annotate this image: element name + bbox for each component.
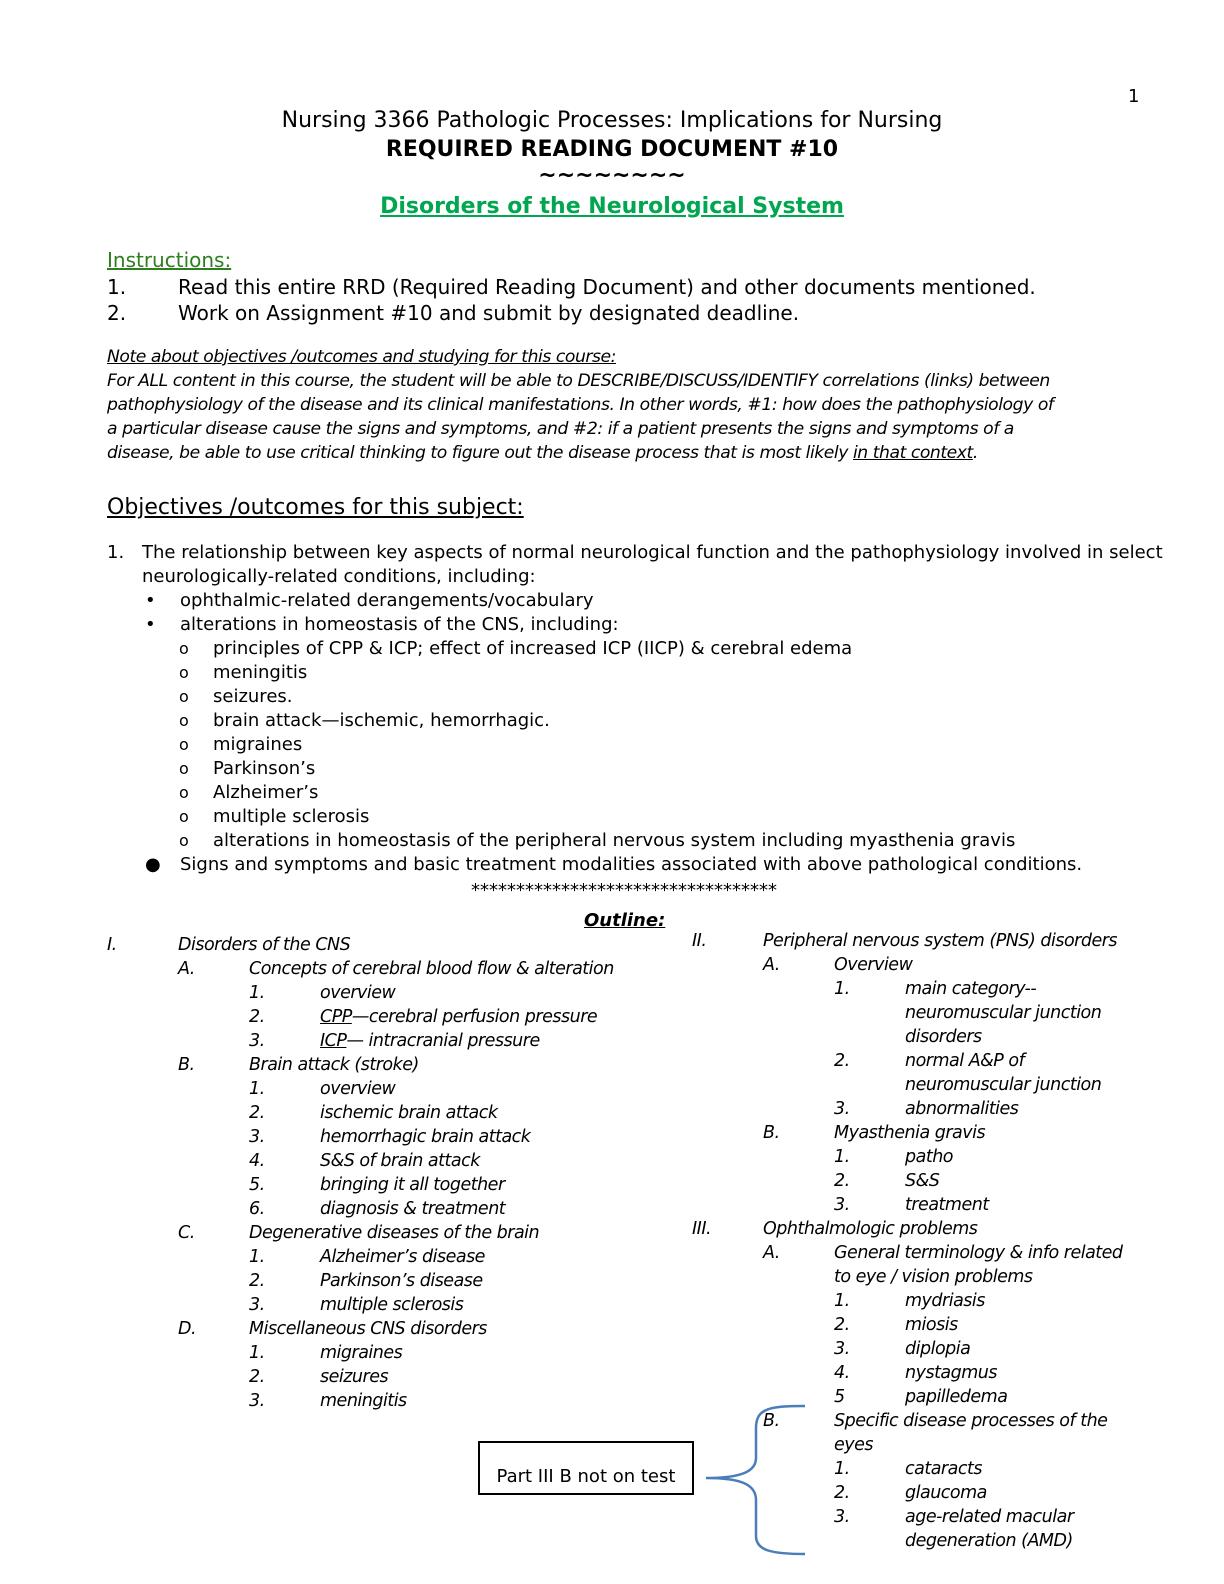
outline-label: neuromuscular junction (905, 1075, 1102, 1095)
curly-bracket-icon (700, 1400, 810, 1560)
outline-marker: C. (178, 1223, 195, 1243)
outline-label: diagnosis & treatment (320, 1199, 506, 1219)
outline-label: seizures (320, 1367, 389, 1387)
outline-label: migraines (320, 1343, 403, 1363)
outline-text (320, 1029, 540, 1053)
objective-text: Parkinson’s (213, 758, 316, 779)
tilde-divider: ~~~~~~~~ (538, 163, 686, 188)
list-marker: o (179, 783, 189, 802)
outline-item (107, 1053, 667, 1077)
objective-text: brain attack—ischemic, hemorrhagic. (213, 710, 550, 731)
outline-marker: 6. (249, 1199, 265, 1219)
outline-marker: 1. (834, 1291, 850, 1311)
outline-text (320, 1005, 597, 1029)
list-marker: o (179, 687, 189, 706)
objective-text: multiple sclerosis (213, 806, 370, 827)
list-marker: o (179, 735, 189, 754)
objective-item (107, 613, 1167, 637)
outline-label: neuromuscular junction (905, 1003, 1102, 1023)
objective-item (107, 685, 1167, 709)
outline-text (905, 1313, 958, 1337)
outline-label: multiple sclerosis (320, 1295, 464, 1315)
outline-marker: 2. (834, 1051, 850, 1071)
outline-label: to eye / vision problems (834, 1267, 1033, 1287)
page-number: 1 (1128, 86, 1140, 107)
outline-label: normal A&P of (905, 1051, 1025, 1071)
outline-label: treatment (905, 1195, 989, 1215)
outline-text (320, 1389, 407, 1413)
objective-text: alterations in homeostasis of the peripheral nervous system including myasthenia gravis (213, 830, 1016, 851)
outline-label: Specific disease processes of the (834, 1411, 1108, 1431)
objective-text: Signs and symptoms and basic treatment modalities associated with above pathological conditions. (180, 854, 1083, 875)
outline-label: Miscellaneous CNS disorders (249, 1319, 487, 1339)
objective-item (107, 637, 1167, 661)
outline-text (905, 1529, 1073, 1553)
outline-text (178, 933, 350, 957)
instruction-number: 1. (107, 275, 127, 299)
outline-label: Myasthenia gravis (834, 1123, 986, 1143)
objective-text: migraines (213, 734, 303, 755)
outline-marker: 2. (834, 1315, 850, 1335)
outline-text (905, 1169, 939, 1193)
outline-text (905, 1457, 982, 1481)
outline-item (692, 1337, 1162, 1361)
objective-text: The relationship between key aspects of normal neurological function and the pathophysiology involved in select (142, 542, 1163, 563)
outline-marker: 2. (834, 1483, 850, 1503)
outline-marker: 3. (834, 1507, 850, 1527)
outline-label: Overview (834, 955, 913, 975)
outline-label: Parkinson’s disease (320, 1271, 483, 1291)
outline-text (834, 953, 912, 977)
outline-label: Alzheimer’s disease (320, 1247, 485, 1267)
outline-marker: 3. (249, 1127, 265, 1147)
note-text: disease, be able to use critical thinking to figure out the disease process that is most likely (107, 443, 853, 463)
outline-text (834, 1241, 1123, 1265)
subject-title: Disorders of the Neurological System (380, 194, 844, 219)
outline-label-suffix: — intracranial pressure (346, 1031, 540, 1051)
outline-item (692, 1097, 1162, 1121)
outline-heading: Outline: (584, 910, 666, 931)
outline-text (763, 929, 1117, 953)
note-line: a particular disease cause the signs and symptoms, and #2: if a patient presents the signs and symptoms of a (107, 419, 1014, 439)
objective-item (107, 805, 1167, 829)
outline-label: cataracts (905, 1459, 982, 1479)
objective-item (107, 565, 1167, 589)
outline-text (834, 1121, 985, 1145)
outline-text (320, 1149, 480, 1173)
outline-item (692, 1289, 1162, 1313)
outline-item (107, 981, 667, 1005)
outline-text (905, 1289, 985, 1313)
outline-text (905, 1505, 1074, 1529)
outline-marker: 2. (249, 1271, 265, 1291)
list-marker: o (179, 831, 189, 850)
outline-item (107, 1077, 667, 1101)
outline-label: Concepts of cerebral blood flow & alteration (249, 959, 614, 979)
outline-item (692, 1025, 1162, 1049)
outline-marker: 3. (834, 1099, 850, 1119)
outline-marker: 3. (834, 1339, 850, 1359)
outline-text (834, 1409, 1107, 1433)
note-heading: Note about objectives /outcomes and studying for this course: (107, 347, 616, 367)
outline-item (692, 977, 1162, 1001)
outline-label: mydriasis (905, 1291, 985, 1311)
outline-item (107, 1197, 667, 1221)
course-title: Nursing 3366 Pathologic Processes: Implications for Nursing (281, 108, 943, 133)
outline-text (249, 957, 614, 981)
outline-marker: 3. (249, 1295, 265, 1315)
list-marker: 1. (107, 542, 125, 563)
objective-text: principles of CPP & ICP; effect of increased ICP (IICP) & cerebral edema (213, 638, 853, 659)
list-marker: • (145, 590, 156, 611)
instruction-text: Work on Assignment #10 and submit by designated deadline. (178, 301, 800, 325)
outline-label: age-related macular (905, 1507, 1074, 1527)
outline-marker: 1. (834, 1147, 850, 1167)
outline-text (905, 1193, 989, 1217)
outline-text (320, 1365, 388, 1389)
outline-marker: 5 (834, 1387, 845, 1407)
outline-marker: 3. (249, 1391, 265, 1411)
outline-label: degeneration (AMD) (905, 1531, 1073, 1551)
outline-item (692, 1145, 1162, 1169)
outline-marker: 2. (249, 1007, 265, 1027)
outline-label: disorders (905, 1027, 982, 1047)
outline-text (905, 977, 1036, 1001)
outline-label: General terminology & info related (834, 1243, 1123, 1263)
outline-label-suffix: —cerebral perfusion pressure (351, 1007, 598, 1027)
objective-text: seizures. (213, 686, 293, 707)
outline-label: hemorrhagic brain attack (320, 1127, 531, 1147)
instruction-number: 2. (107, 301, 127, 325)
objective-item (107, 661, 1167, 685)
outline-label: meningitis (320, 1391, 407, 1411)
outline-marker: 1. (834, 1459, 850, 1479)
outline-label: CPP (320, 1007, 352, 1027)
outline-label: S&S of brain attack (320, 1151, 480, 1171)
note-emphasis: in that context (852, 443, 973, 463)
outline-text (834, 1265, 1033, 1289)
outline-item (692, 1001, 1162, 1025)
outline-label: ICP (320, 1031, 347, 1051)
outline-marker: 2. (834, 1171, 850, 1191)
outline-item (692, 1361, 1162, 1385)
outline-item (107, 1173, 667, 1197)
outline-marker: II. (692, 931, 707, 951)
note-line: For ALL content in this course, the student will be able to DESCRIBE/DISCUSS/IDENTIFY correlations (links) between (107, 371, 1050, 391)
outline-label: nystagmus (905, 1363, 998, 1383)
objective-text: meningitis (213, 662, 308, 683)
outline-label: bringing it all together (320, 1175, 505, 1195)
outline-item (107, 1221, 667, 1245)
instruction-item (107, 301, 800, 325)
outline-marker: 4. (834, 1363, 850, 1383)
outline-item (692, 1073, 1162, 1097)
outline-item (107, 1365, 667, 1389)
objective-text: ophthalmic-related derangements/vocabulary (180, 590, 594, 611)
outline-text (320, 1293, 463, 1317)
outline-item (692, 953, 1162, 977)
list-marker: o (179, 663, 189, 682)
outline-item (692, 1217, 1162, 1241)
objective-item (107, 829, 1167, 853)
outline-text (320, 1101, 498, 1125)
instructions-heading: Instructions: (107, 248, 232, 272)
outline-label: main category-- (905, 979, 1037, 999)
outline-text (320, 1269, 483, 1293)
outline-label: miosis (905, 1315, 958, 1335)
outline-label: Degenerative diseases of the brain (249, 1223, 540, 1243)
list-marker: o (179, 807, 189, 826)
outline-marker: 1. (249, 983, 265, 1003)
outline-text (320, 1197, 505, 1221)
outline-label: diplopia (905, 1339, 971, 1359)
outline-text (320, 1245, 485, 1269)
objective-text: alterations in homeostasis of the CNS, including: (180, 614, 619, 635)
outline-text (905, 1049, 1024, 1073)
outline-item (692, 1049, 1162, 1073)
outline-label: Peripheral nervous system (PNS) disorders (763, 931, 1118, 951)
objectives-list (107, 541, 1167, 877)
outline-marker: 2. (249, 1367, 265, 1387)
objective-text: neurologically-related conditions, including: (142, 566, 536, 587)
outline-item (692, 1169, 1162, 1193)
outline-item (692, 1193, 1162, 1217)
instruction-item (107, 275, 1036, 299)
outline-text (320, 981, 395, 1005)
outline-marker: 4. (249, 1151, 265, 1171)
callout-box (478, 1441, 694, 1495)
objective-item (107, 733, 1167, 757)
objective-item (107, 541, 1167, 565)
note-line (107, 441, 1054, 465)
outline-item (692, 1313, 1162, 1337)
objective-item (107, 709, 1167, 733)
outline-marker: 1. (834, 979, 850, 999)
outline-text (320, 1173, 505, 1197)
outline-text (763, 1217, 977, 1241)
outline-marker: 3. (834, 1195, 850, 1215)
outline-text (249, 1221, 539, 1245)
outline-marker: B. (763, 1411, 780, 1431)
outline-label: Disorders of the CNS (178, 935, 351, 955)
objectives-heading: Objectives /outcomes for this subject: (107, 495, 524, 520)
outline-item (692, 929, 1162, 953)
outline-item (107, 1005, 667, 1029)
outline-text (905, 1073, 1101, 1097)
outline-marker: A. (763, 955, 780, 975)
objective-item (107, 781, 1167, 805)
objective-text: Alzheimer’s (213, 782, 319, 803)
outline-text (905, 1145, 953, 1169)
outline-item (107, 1245, 667, 1269)
outline-item (107, 1101, 667, 1125)
outline-item (107, 1029, 667, 1053)
document-title: REQUIRED READING DOCUMENT #10 (385, 137, 839, 162)
outline-marker: B. (178, 1055, 195, 1075)
outline-item (107, 1317, 667, 1341)
outline-item (692, 1265, 1162, 1289)
outline-label: overview (320, 1079, 396, 1099)
outline-item (107, 957, 667, 981)
outline-label: Ophthalmologic problems (763, 1219, 978, 1239)
outline-label: glaucoma (905, 1483, 987, 1503)
note-text: . (972, 443, 978, 463)
outline-marker: I. (107, 935, 117, 955)
list-marker: o (179, 759, 189, 778)
outline-left-column (107, 933, 667, 1413)
list-marker: o (179, 639, 189, 658)
list-marker: o (179, 711, 189, 730)
note-line: pathophysiology of the disease and its clinical manifestations. In other words, #1: how does the pathophysiology of (107, 395, 1054, 415)
outline-text (249, 1053, 419, 1077)
outline-text (905, 1361, 997, 1385)
outline-text (320, 1341, 402, 1365)
outline-text (905, 1385, 1007, 1409)
outline-text (905, 1097, 1018, 1121)
asterisk-divider: ********************************** (471, 880, 777, 901)
outline-item (692, 1241, 1162, 1265)
list-marker: ● (145, 854, 161, 875)
objective-item (107, 853, 1167, 877)
outline-marker: 3. (249, 1031, 265, 1051)
outline-marker: 1. (249, 1079, 265, 1099)
outline-marker: 1. (249, 1247, 265, 1267)
outline-text (905, 1481, 987, 1505)
outline-marker: 1. (249, 1343, 265, 1363)
outline-text (905, 1001, 1101, 1025)
outline-text (834, 1433, 873, 1457)
outline-item (107, 1341, 667, 1365)
list-marker: • (145, 614, 156, 635)
outline-label: overview (320, 983, 396, 1003)
objective-item (107, 757, 1167, 781)
outline-label: S&S (905, 1171, 940, 1191)
callout-text: Part III B not on test (496, 1466, 676, 1487)
outline-text (905, 1025, 982, 1049)
outline-text (249, 1317, 487, 1341)
outline-marker: D. (178, 1319, 197, 1339)
outline-item (107, 1293, 667, 1317)
objective-item (107, 589, 1167, 613)
outline-item (107, 1149, 667, 1173)
outline-marker: A. (178, 959, 195, 979)
outline-label: papilledema (905, 1387, 1008, 1407)
note-section (107, 345, 1054, 465)
outline-label: abnormalities (905, 1099, 1019, 1119)
outline-marker: A. (763, 1243, 780, 1263)
outline-item (107, 933, 667, 957)
outline-item (107, 1389, 667, 1413)
outline-text (905, 1337, 970, 1361)
outline-label: ischemic brain attack (320, 1103, 498, 1123)
outline-item (107, 1125, 667, 1149)
outline-text (320, 1125, 530, 1149)
outline-item (692, 1121, 1162, 1145)
outline-label: eyes (834, 1435, 874, 1455)
outline-marker: B. (763, 1123, 780, 1143)
outline-item (107, 1269, 667, 1293)
instruction-text: Read this entire RRD (Required Reading Document) and other documents mentioned. (178, 275, 1036, 299)
outline-label: patho (905, 1147, 953, 1167)
outline-marker: 2. (249, 1103, 265, 1123)
outline-text (320, 1077, 395, 1101)
outline-marker: 5. (249, 1175, 265, 1195)
outline-label: Brain attack (stroke) (249, 1055, 419, 1075)
outline-marker: III. (692, 1219, 712, 1239)
